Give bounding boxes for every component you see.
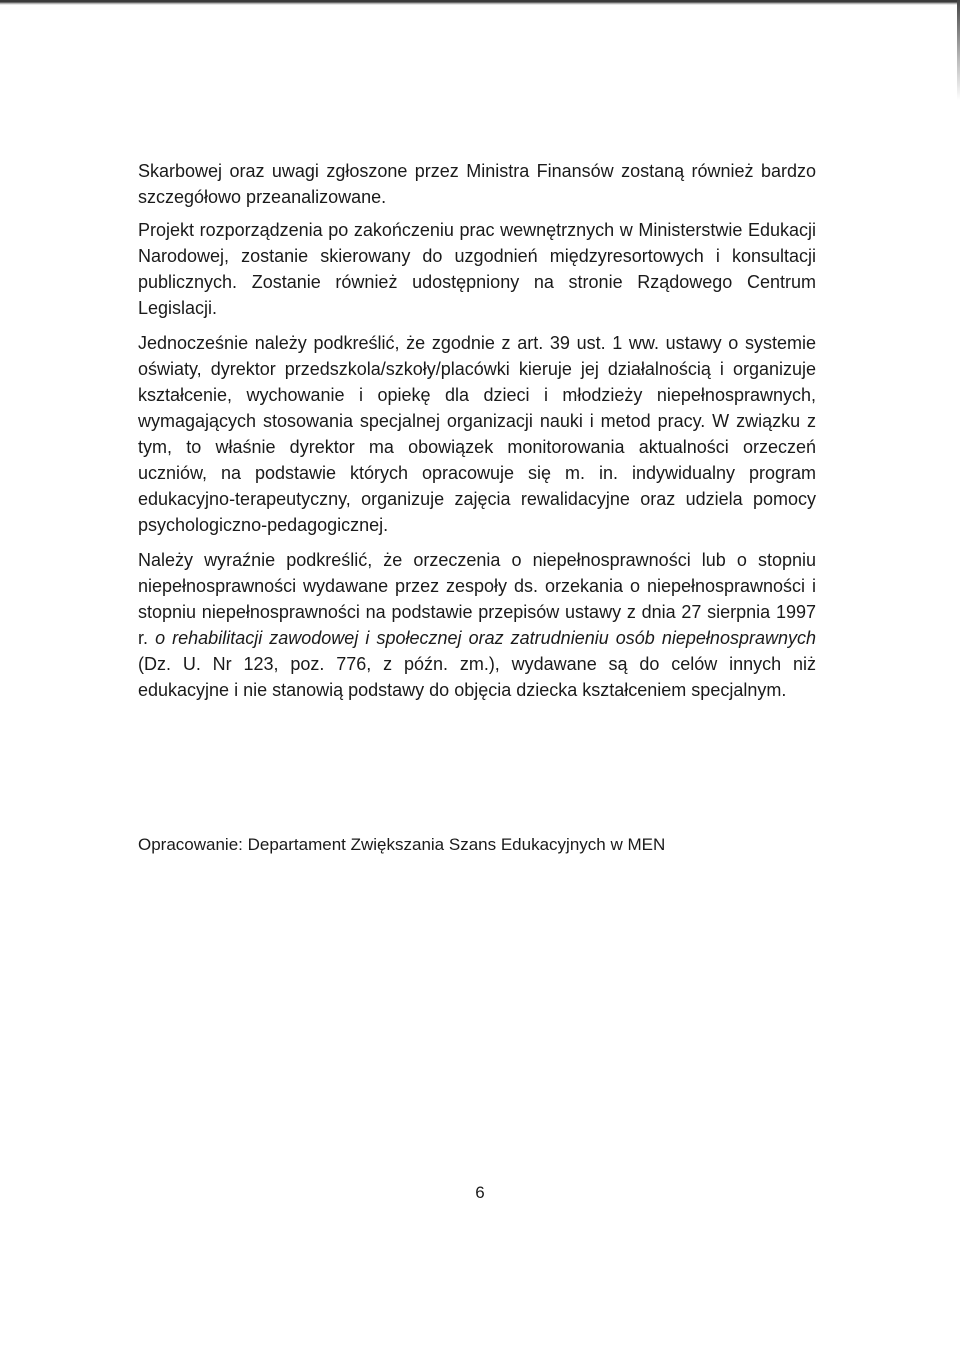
paragraph-draft-regulation — [138, 217, 816, 321]
paragraph-text: Skarbowej oraz uwagi zgłoszone przez Ministra Finansów zostaną również bardzo szczegółowo przeanalizowane. — [138, 161, 816, 207]
paragraph-text: Należy wyraźnie podkreślić, że orzeczenia o niepełnosprawności lub o stopniu niepełnosprawności wydawane przez zespoły ds. orzekania o niepełnosprawności i stopniu niepełnosprawności na podstawie przepisów ustawy z dnia 27 sierpnia 1997 r. — [138, 550, 816, 648]
page-number: 6 — [475, 1183, 485, 1202]
paragraph-disability-certificates — [138, 547, 816, 703]
paragraph-text: (Dz. U. Nr 123, poz. 776, z późn. zm.), wydawane są do celów innych niż edukacyjne i nie stanowią podstawy do objęcia dziecka kształceniem specjalnym. — [138, 654, 816, 700]
paragraph-ministry-remarks — [138, 158, 816, 210]
paragraph-director-duties — [138, 330, 816, 538]
paragraph-text: Jednocześnie należy podkreślić, że zgodnie z art. 39 ust. 1 ww. ustawy o systemie oświaty, dyrektor przedszkola/szkoły/placówki kieruje jej działalnością i organizuje kształcenie, wychowanie i opiekę dla dzieci i młodzieży niepełnosprawnych, wymagających stosowania specjalnej organizacji nauki i metod pracy. W związku z tym, to właśnie dyrektor ma obowiązek monitorowania aktualności orzeczeń uczniów, na podstawie których opracowuje się m. in. indywidualny program edukacyjno-terapeutyczny, organizuje zajęcia rewalidacyjne oraz udziela pomocy psychologiczno-pedagogicznej. — [138, 333, 816, 535]
prepared-by-note: Opracowanie: Departament Zwiększania Szans Edukacyjnych w MEN — [138, 835, 666, 854]
statute-title: o rehabilitacji zawodowej i społecznej oraz zatrudnieniu osób niepełnosprawnych — [155, 628, 816, 648]
paragraph-text: Projekt rozporządzenia po zakończeniu prac wewnętrznych w Ministerstwie Edukacji Narodowej, zostanie skierowany do uzgodnień międzyresortowych i konsultacji publicznych. Zostanie również udostępniony na stronie Rządowego Centrum Legislacji. — [138, 220, 816, 318]
document-body — [138, 158, 816, 703]
scan-edge-top — [0, 0, 960, 5]
